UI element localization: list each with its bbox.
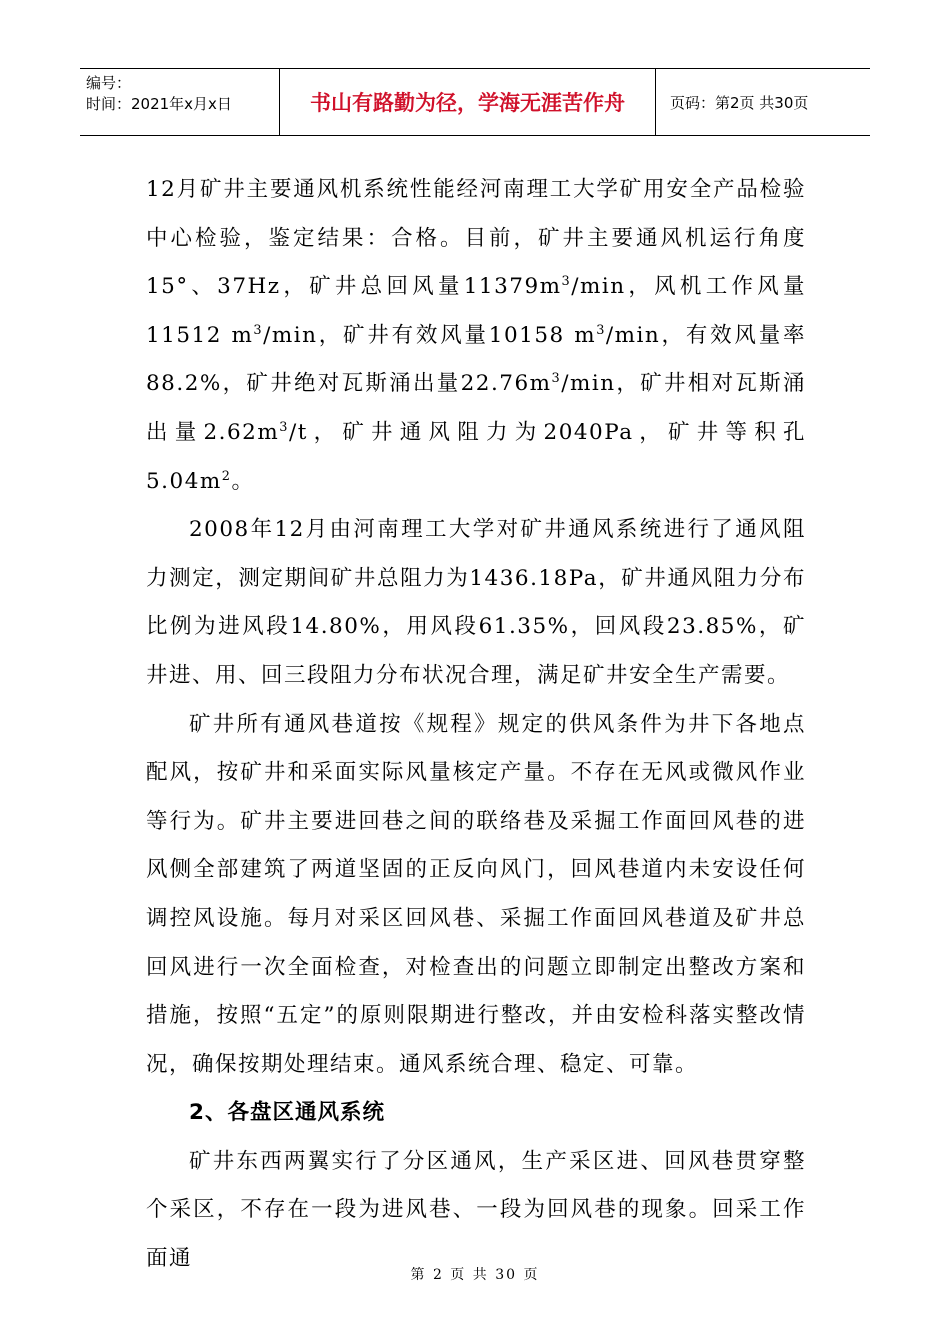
document-date: 时间：2021年x月x日 [86,95,232,113]
page-footer: 第 2 页 共 30 页 [410,1267,540,1283]
paragraph-air-distribution: 矿井所有通风巷道按《规程》规定的供风条件为井下各地点配风，按矿井和采面实际风量核定产量。不存在无风或微风作业等行为。矿井主要进回巷之间的联络巷及采掘工作面回风巷的进风侧全部建筑了两道坚固的正反向风门，回风巷道内未安设任何调控风设施。每月对采区回风巷、采掘工作面回风巷道及矿井总回风进行一次全面检查，对检查出的问题立即制定出整改方案和措施，按照“五定”的原则限期进行整改，并由安检科落实整改情况，确保按期处理结束。通风系统合理、稳定、可靠。 [146,711,806,1077]
section-heading: 2、各盘区通风系统 [189,1100,385,1126]
document-number-label: 编号： [86,74,132,92]
header-meta [80,69,280,135]
paragraph-district-ventilation: 矿井东西两翼实行了分区通风，生产采区进、回风巷贯穿整个采区，不存在一段为进风巷、一段为回风巷的现象。回采工作面通 [146,1148,806,1272]
paragraph-ventilation-performance: 12月矿井主要通风机系统性能经河南理工大学矿用安全产品检验中心检验，鉴定结果：合格。目前，矿井主要通风机运行角度15°、37Hz，矿井总回风量$11379m^3/\min$，风机工作风量11512 $m^3/\min$，矿井有效风量10158 $m^3/\min$，有效风量率88.2%，矿井绝对瓦斯涌出量$22.76m^3/\min$，矿井相对瓦斯涌出量$2.62m^3/t$，矿井通风阻力为2040Pa，矿井等积孔$5.04m^2$。 [146,177,807,494]
paragraph-resistance-test: 2008年12月由河南理工大学对矿井通风系统进行了通风阻力测定，测定期间矿井总阻力为1436.18Pa，矿井通风阻力分布比例为进风段14.80%，用风段61.35%，回风段23.85%，矿井进、用、回三段阻力分布状况合理，满足矿井安全生产需要。 [146,517,806,688]
document-body [146,166,806,1284]
header-page-info: 页码：第2页 共30页 [670,93,809,112]
page-header [80,68,870,136]
header-motto: 书山有路勤为径，学海无涯苦作舟 [280,69,656,135]
